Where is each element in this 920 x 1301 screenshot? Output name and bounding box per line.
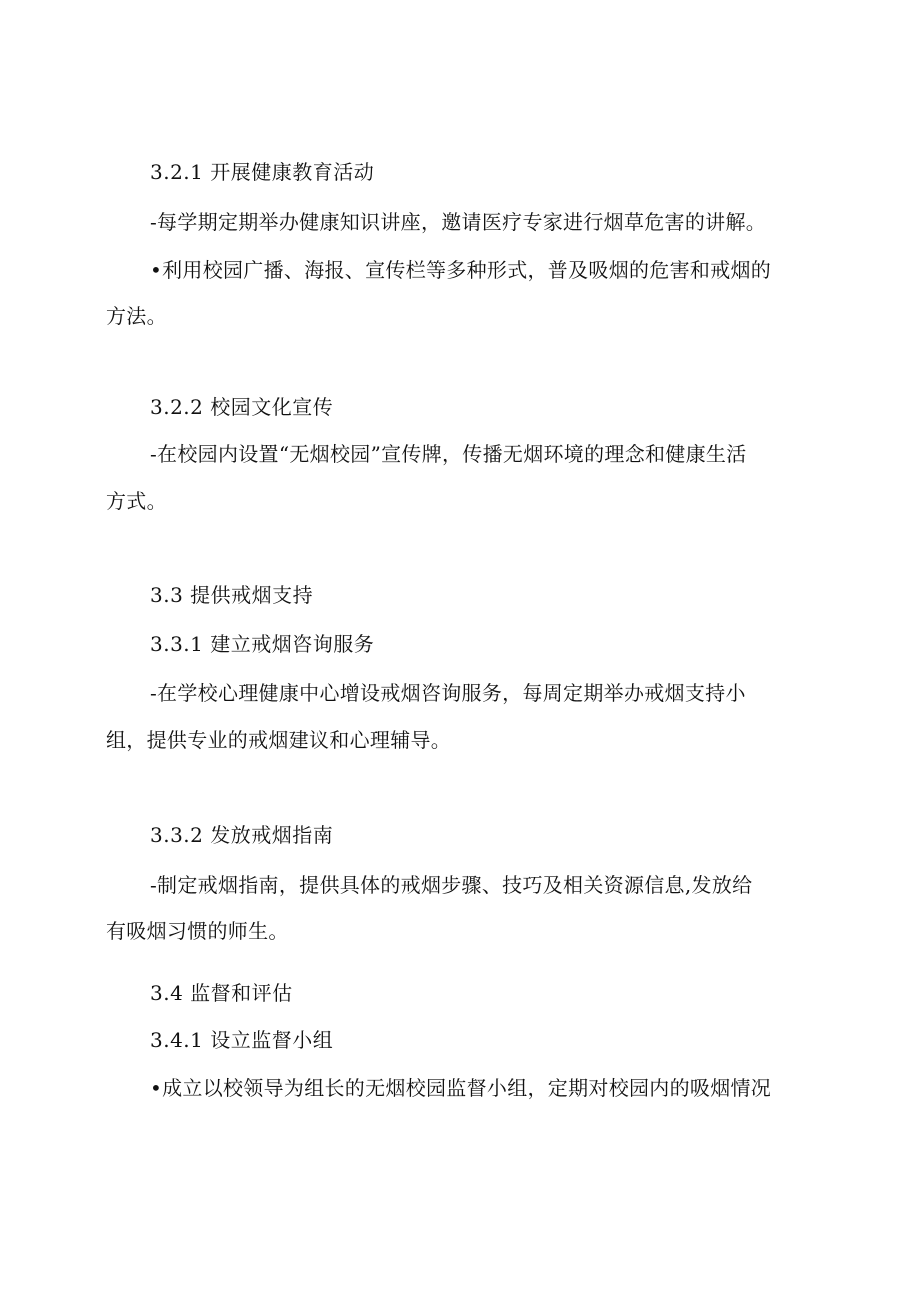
- section-heading-3-4: 3.4 监督和评估: [150, 981, 293, 1005]
- paragraph-line: •成立以校领导为组长的无烟校园监督小组，定期对校园内的吸烟情况: [150, 1076, 772, 1100]
- section-heading-3-2-2: 3.2.2 校园文化宣传: [150, 395, 334, 419]
- paragraph-line: 方式。: [106, 489, 167, 513]
- paragraph-line: -制定戒烟指南，提供具体的戒烟步骤、技巧及相关资源信息,发放给: [150, 873, 753, 897]
- section-heading-3-3-2: 3.3.2 发放戒烟指南: [150, 823, 334, 847]
- section-heading-3-3: 3.3 提供戒烟支持: [150, 583, 314, 607]
- paragraph-line: -每学期定期举办健康知识讲座，邀请医疗专家进行烟草危害的讲解。: [150, 210, 767, 234]
- paragraph-line: -在校园内设置“无烟校园”宣传牌，传播无烟环境的理念和健康生活: [150, 442, 747, 466]
- paragraph-line: •利用校园广播、海报、宣传栏等多种形式，普及吸烟的危害和戒烟的: [150, 258, 772, 282]
- paragraph-line: 有吸烟习惯的师生。: [106, 919, 289, 943]
- section-heading-3-2-1: 3.2.1 开展健康教育活动: [150, 160, 375, 184]
- paragraph-line: -在学校心理健康中心增设戒烟咨询服务，每周定期举办戒烟支持小: [150, 681, 746, 705]
- paragraph-line: 组，提供专业的戒烟建议和心理辅导。: [106, 728, 452, 752]
- section-heading-3-4-1: 3.4.1 设立监督小组: [150, 1028, 334, 1052]
- section-heading-3-3-1: 3.3.1 建立戒烟咨询服务: [150, 632, 375, 656]
- paragraph-line: 方法。: [106, 304, 167, 328]
